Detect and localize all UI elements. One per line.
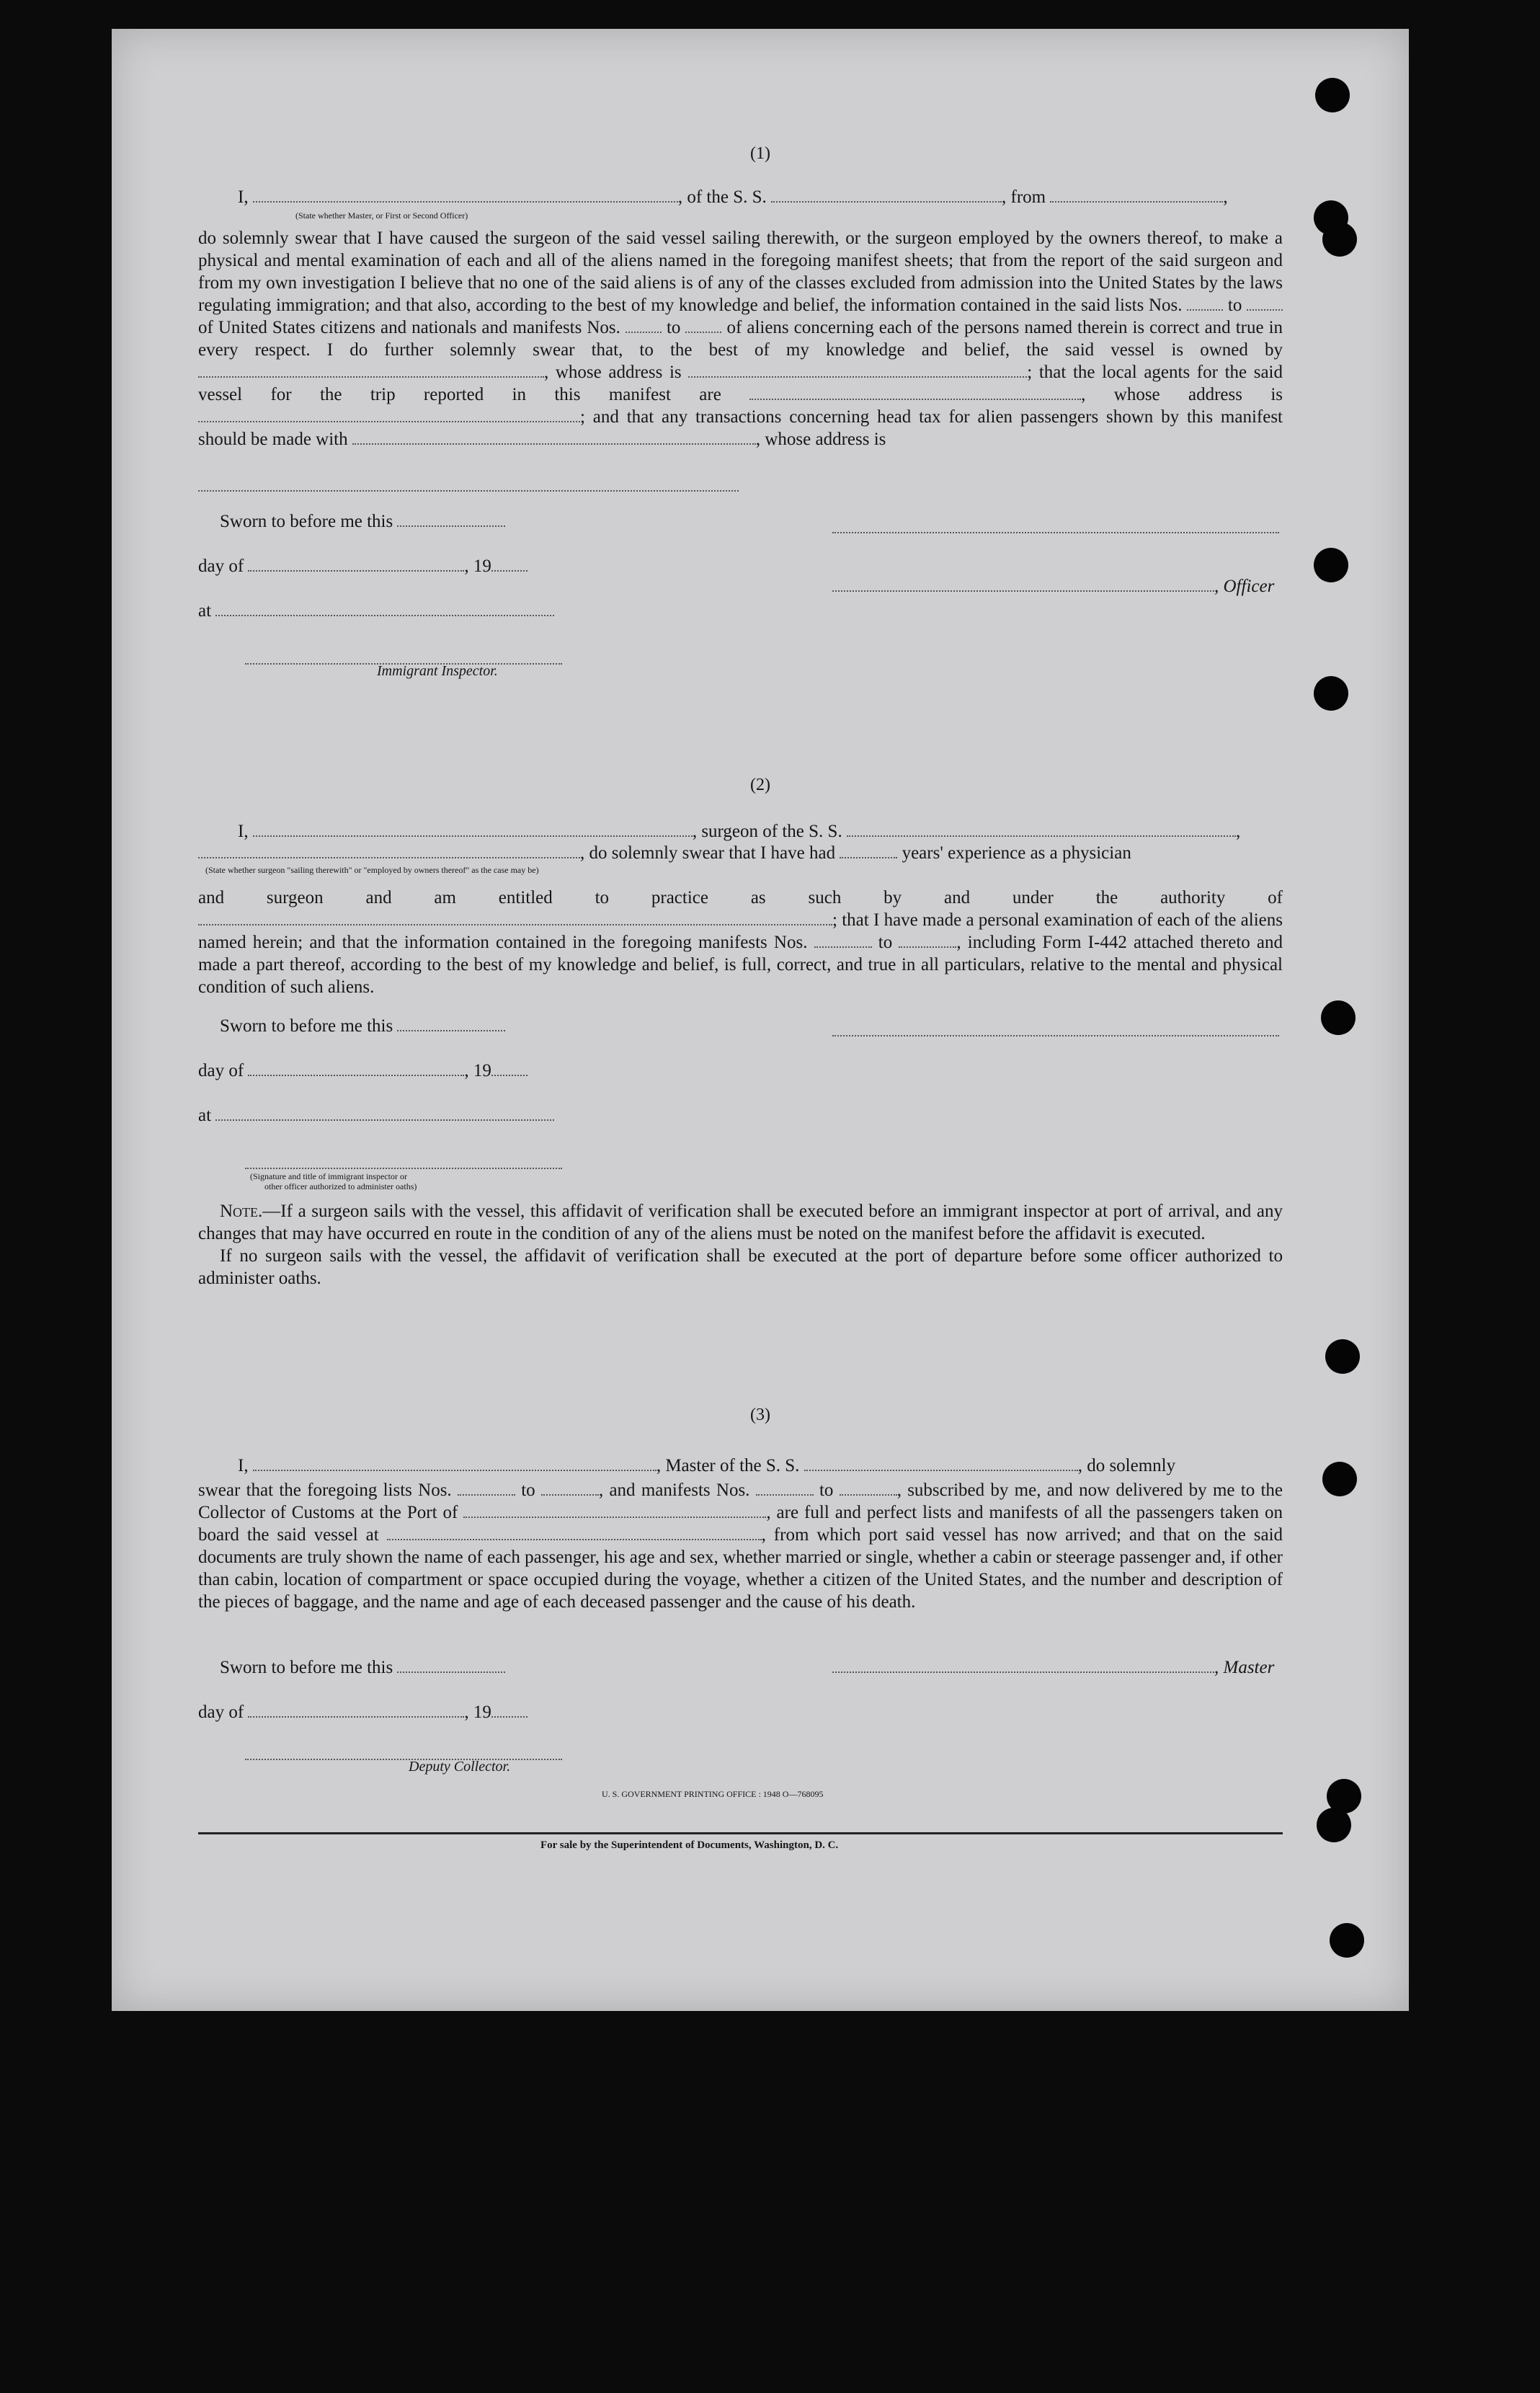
section-2-line-2 (198, 843, 1131, 863)
punch-hole (1325, 1339, 1360, 1374)
sworn-line-3 (220, 1658, 505, 1678)
text-19: , 19 (464, 1061, 491, 1080)
address-line (198, 490, 739, 492)
note-text-2: If no surgeon sails with the vessel, the affidavit of verification shall be executed at the port of departure before some officer authorized to administer oaths. (198, 1246, 1283, 1288)
vessel-name-field (804, 1457, 1078, 1471)
text-transactions: ; and that any transactions concerning head tax for alien passengers shown by this manifest should be made with (198, 407, 1283, 449)
punch-hole (1322, 1462, 1357, 1496)
section-1-number: (1) (750, 144, 770, 163)
officer-title-field (253, 188, 678, 203)
text-section-3-rest: port said vessel has now arrived; and that on the said documents are truly shown the name of each passenger, his age and sex, whether married or single, whether a cabin or steerage passenger and, if other than cabin, location of compartment or space occupied during the voyage, whether a citizen of the United States, and the number and description of the pieces of baggage, and the name and age of each deceased passenger and the cause of his death. (198, 1525, 1283, 1612)
text-years: years' experience as a physician (902, 843, 1131, 863)
origin-field (1050, 188, 1223, 203)
surgeon-caption: (State whether surgeon "sailing therewith" or "employed by owners thereof" as the case may be) (205, 865, 539, 875)
sworn-line-2 (220, 1016, 505, 1036)
text-to: to (521, 1480, 535, 1500)
punch-hole (1314, 676, 1348, 711)
section-1-oath-line: I, , of the S. S. , from , (238, 187, 1228, 207)
text-whose-address-is: , whose address is (755, 430, 886, 449)
footer-rule (198, 1832, 1283, 1834)
text-i: I, (238, 187, 249, 207)
vessel-name-field (771, 188, 1002, 203)
text-are-full: , are full and perfect lists and (766, 1503, 984, 1522)
text-master-of: , Master of the S. S. (656, 1456, 800, 1475)
section-3-body (198, 1479, 1283, 1613)
text-day-of: day of (198, 556, 244, 576)
years-field (840, 844, 897, 858)
text-whose-address: , whose address is (544, 363, 682, 382)
text-sworn: Sworn to before me this (220, 1016, 393, 1036)
text-authority: and surgeon and am entitled to practice as such by and under the authority of (198, 888, 1283, 907)
surgeon-signature-line (832, 1035, 1279, 1036)
text-subscribed: , subscribed by me, and now (896, 1480, 1111, 1500)
text-examination: that I have made a personal examination of each of the aliens named herein; and that the information contained in the foregoing manifests Nos. (198, 910, 1283, 952)
text-day-of: day of (198, 1061, 244, 1080)
text-sworn: Sworn to before me this (220, 512, 393, 531)
text-manifests-all: manifests of all the passengers taken on board the said vessel at (198, 1503, 1283, 1545)
punch-hole (1330, 1923, 1364, 1958)
collector-signature-line (245, 1759, 562, 1760)
text-i: I, (238, 1456, 249, 1475)
text-from-which: , from which (761, 1525, 861, 1545)
text-19: , 19 (464, 1702, 491, 1722)
form-page (112, 29, 1409, 2011)
vessel-name-field (847, 822, 1236, 837)
punch-hole (1322, 222, 1357, 257)
text-local-agents: that the local agents for the said vessel for the trip reported in this manifest are (198, 363, 1283, 404)
text-to: to (819, 1480, 834, 1500)
text-from: , from (1002, 187, 1046, 207)
note-block (198, 1200, 1283, 1289)
section-1-body: do solemnly swear that I have caused the surgeon of the said vessel sailing therewith, or the surgeon employed by the owners thereof, to make a physical and mental examination of each and all of the aliens named in the foregoing manifest sheets; that from the report of the said surgeon and from my own investigation I believe that no one of the said aliens is of any of the classes excluded from admission into the United States by the laws regulating immigration; and that also, according to the best of my knowledge and belief, the information contained in the said lists Nos. to of United States citizens and nationals and manifests Nos. to of aliens concerning each of the persons named therein is correct and true in every respect. I do further solemnly swear that, to the best of my knowledge and belief, the said vessel is owned by , whose address is ; that the local agents for the said vessel for the trip reported in this manifest are , whose address is ; and that any transactions concerning head tax for alien passengers shown by this manifest should be made with , whose address is (198, 228, 1283, 449)
punch-hole (1317, 1808, 1351, 1842)
text-sworn: Sworn to before me this (220, 1658, 393, 1677)
text-officer: , Officer (1214, 577, 1275, 596)
text-at: at (198, 601, 212, 621)
section-3-number: (3) (750, 1406, 770, 1424)
signature-caption-1: (Signature and title of immigrant inspector or (250, 1171, 407, 1181)
printing-office-imprint: U. S. GOVERNMENT PRINTING OFFICE : 1948 O—768095 (602, 1789, 824, 1799)
immigrant-inspector-label: Immigrant Inspector. (377, 663, 498, 679)
surgeon-name-field (253, 822, 693, 837)
section-2-number: (2) (750, 776, 770, 794)
section-2-body: and surgeon and am entitled to practice as such by and under the authority of ; that I have made a personal examination of each of the aliens named herein; and that the information contained in the foregoing manifests Nos. to , including Form I-442 attached thereto and made a part thereof, according to the best of my knowledge and belief, is full, correct, and true in all particulars, relative to the mental and physical condition of such aliens. (198, 888, 1283, 997)
section-1-paragraph: do solemnly swear that I have caused the surgeon of the said vessel sailing therewith, or the surgeon employed by the owners thereof, to make a physical and mental examination of each and all of the aliens named in the foregoing manifest sheets; that from the report of the said surgeon and from my own investigation I believe that no one of the said aliens is of any of the classes excluded from admission into the United States by the laws regulating immigration; and that also, according to the best of my knowledge and belief, the information contained in the said lists Nos. (198, 228, 1283, 315)
text-day-of: day of (198, 1702, 244, 1722)
deputy-collector-label: Deputy Collector. (409, 1759, 511, 1775)
punch-hole (1314, 548, 1348, 582)
officer-signature-line (832, 532, 1279, 533)
text-19: , 19 (464, 556, 491, 576)
at-line-2 (198, 1106, 554, 1126)
text-at: at (198, 1106, 212, 1125)
punch-hole (1315, 78, 1350, 112)
text-and-manifests: , and manifests Nos. (598, 1480, 750, 1500)
inspector-signature-line-2 (245, 1168, 562, 1169)
text-delivered: delivered by me to the Collector of Customs at the Port of (198, 1480, 1283, 1522)
officer-line (832, 577, 1274, 597)
section-3-line-1 (238, 1456, 1175, 1476)
sworn-line-1 (220, 512, 505, 532)
text-solemnly: , do solemnly swear that I have had (580, 843, 836, 863)
note-label: Note. (220, 1202, 263, 1221)
text-of-aliens: of aliens concerning each of the persons named therein is correct and true in every respect. I do further solemnly swear that, to the best of my knowledge and belief, the said vessel is owned by (198, 318, 1283, 360)
day-of-line-1 (198, 556, 528, 577)
punch-hole (1321, 1000, 1356, 1035)
text-to: to (666, 318, 681, 337)
officer-caption: (State whether Master, or First or Second Officer) (295, 210, 468, 221)
text-us-citizens: of United States citizens and nationals and manifests Nos. (198, 318, 620, 337)
text-i: I, (238, 822, 249, 841)
day-of-line-3 (198, 1702, 528, 1723)
text-swear: swear that the foregoing lists Nos. (198, 1480, 452, 1500)
for-sale-note: For sale by the Superintendent of Documents, Washington, D. C. (540, 1839, 839, 1851)
text-to: to (878, 933, 893, 952)
note-text-1: —If a surgeon sails with the vessel, this affidavit of verification shall be executed before an immigrant inspector at port of arrival, and any changes that may have occurred en route in the condition of any of the aliens must be noted on the manifest before the affidavit is executed. (198, 1202, 1283, 1243)
text-of-ss: , of the S. S. (677, 187, 767, 207)
text-do-solemnly: , do solemnly (1077, 1456, 1176, 1475)
at-line-1 (198, 601, 554, 621)
section-2-line-1: I, , surgeon of the S. S. , (238, 822, 1241, 841)
text-surgeon-of: , surgeon of the S. S. (692, 822, 842, 841)
master-line (832, 1658, 1274, 1678)
text-master: , Master (1214, 1658, 1275, 1677)
text-to: to (1227, 296, 1242, 315)
day-of-line-2 (198, 1061, 528, 1081)
signature-caption-2: other officer authorized to administer oaths) (264, 1181, 417, 1191)
master-name-field (253, 1457, 656, 1471)
text-including: , including Form I-442 attached thereto and made a part thereof, according to the best of my knowledge and belief, is full, correct, and true in all particulars, relative to the mental and physical condition of such aliens. (198, 933, 1283, 997)
text-whose-address-is: whose address is (1113, 385, 1283, 404)
